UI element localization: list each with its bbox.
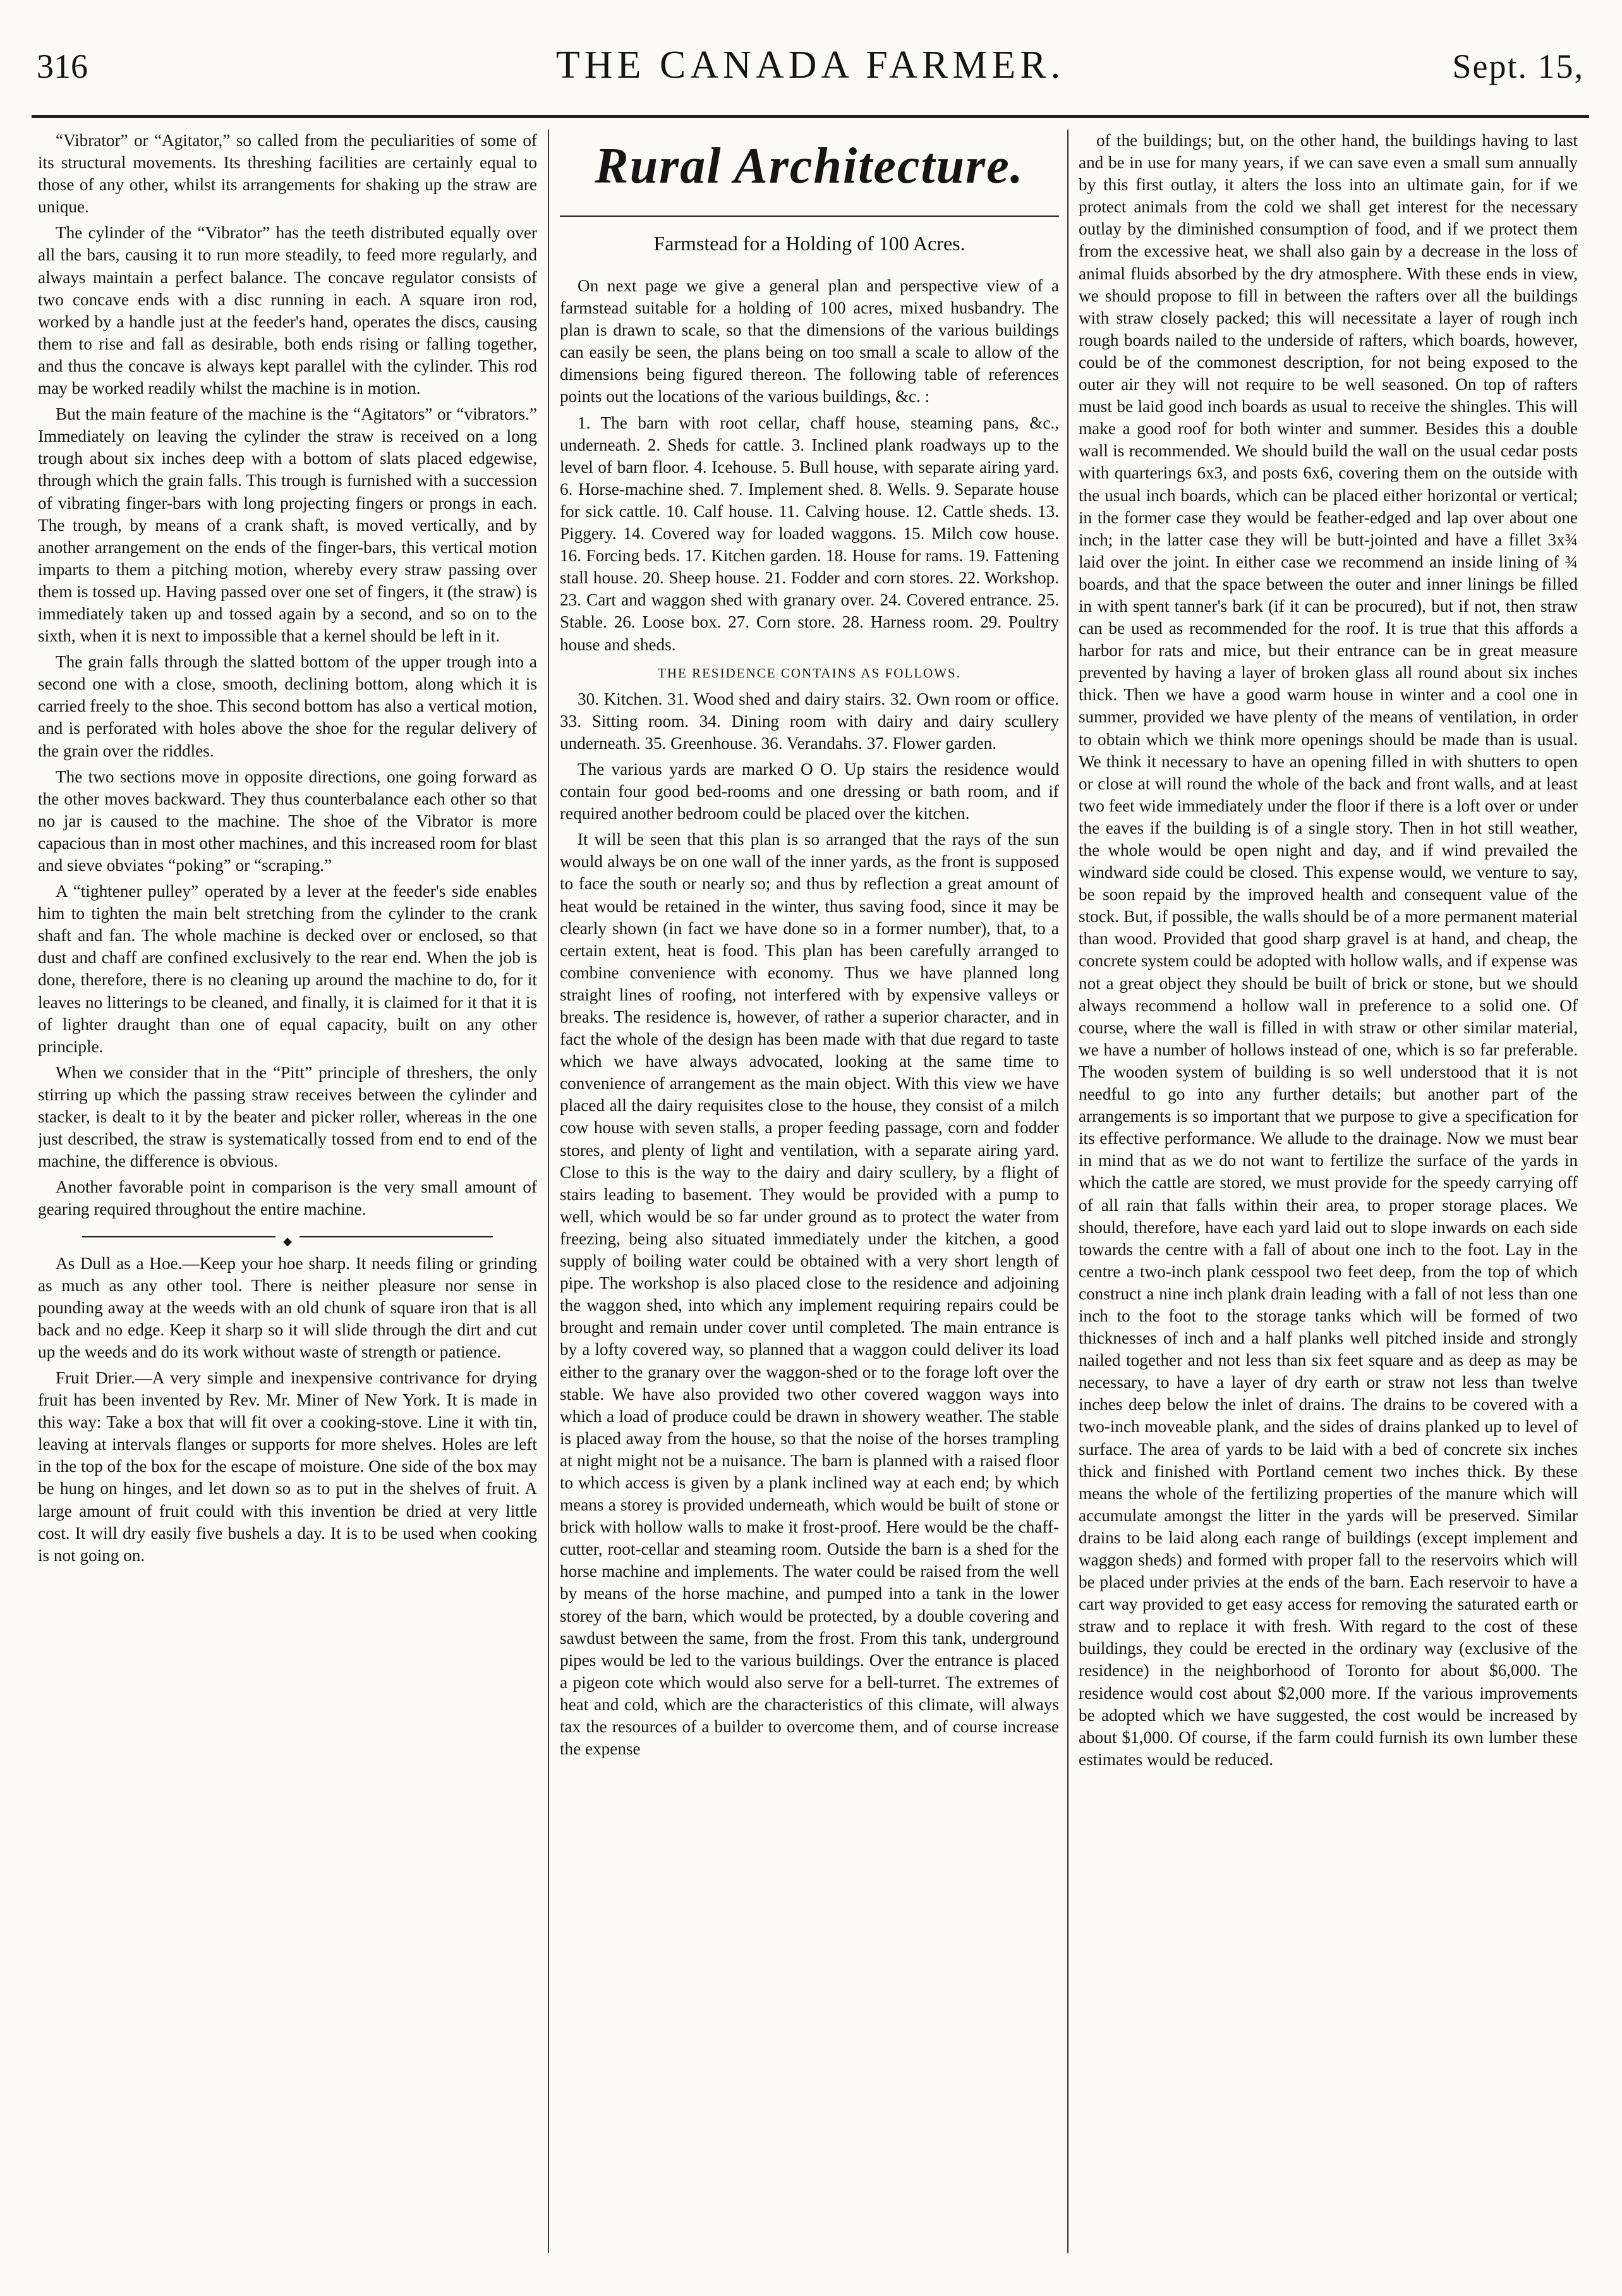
body-paragraph: On next page we give a general plan and perspective view of a farmstead suitable for a holding of 100 acres, mixed husbandry. The plan is drawn to scale, so that the dimensions of the various buildings can easily be seen, the plans being on too small a scale to allow of the dimensions being figured thereon. The following table of references points out the locations of the various buildings, &c. : — [560, 276, 1059, 406]
note-paragraph: Fruit Drier.—A very simple and inexpensive contrivance for drying fruit has been invented by Rev. Mr. Miner of New York. It is made in this way: Take a box that will fit over a cooking-stove. Line it with tin, leaving at intervals flanges or supports for more shelves. Holes are left in the top of the box for the escape of moisture. One side of the box may be hung on hinges, and let down so as to put in the shelves of fruit. A large amount of fruit could with this invention be dried at very little cost. It will dry easily five bushels a day. It is to be used when cooking is not going on. — [38, 1368, 537, 1565]
column-one — [38, 130, 537, 2253]
body-paragraph: When we consider that in the “Pitt” principle of threshers, the only stirring up which the passing straw receives between the cylinder and stacker, is dealt to it by the beater and picker roller, whereas in the one just described, the straw is systematically tossed from end to end of the machine, the difference is obvious. — [38, 1062, 537, 1171]
article-title: Farmstead for a Holding of 100 Acres. — [653, 232, 965, 255]
masthead — [32, 33, 1589, 118]
body-paragraph: The grain falls through the slatted bottom of the upper trough into a second one with a close, smooth, declining bottom, along which it is carried freely to the shoe. This second bottom has also a vertical motion, and is perforated with holes above the shoe for the regular delivery of the grain over the riddles. — [38, 652, 537, 760]
column-two — [560, 130, 1059, 2253]
body-paragraph: It will be seen that this plan is so arranged that the rays of the sun would always be on one wall of the inner yards, as the front is supposed to face the south or nearly so; and thus by reflection a great amount of heat would be retained in the winter, thus saving food, since it may be clearly shown (in fact we have done so in a former number), that, to a certain extent, heat is food. This plan has been carefully arranged to combine convenience with economy. Thus we have planned long straight lines of roofing, not interfered with by expensive valleys or breaks. The residence is, however, of rather a superior character, and in fact the whole of the design has been made with that due regard to taste which we have always advocated, looking at the same time to convenience of arrangement as the main object. With this view we have placed all the dairy requisites close to the house, they consist of a milch cow house with seven stalls, a proper feeding passage, corn and fodder stores, and plenty of light and ventilation, with a separate airing yard. Close to this is the way to the dairy and dairy scullery, by a flight of stairs leading to basement. They would be provided with a pump to well, which would be so far under ground as to protect the water from freezing, being also situated immediately under the kitchen, a good supply of boiling water could be obtained with a very short length of pipe. The workshop is also placed close to the residence and adjoining the waggon shed, into which any implement requiring repairs could be brought and remain under cover until completed. The main entrance is by a lofty covered way, so planned that a waggon could deliver its load either to the granary over the waggon-shed or to the forage loft over the stable. We have also provided two other covered waggon ways into which a load of produce could be drawn in showery weather. The stable is placed away from the house, so that the noise of the horses trampling at night might not be a nuisance. The barn is planned with a raised floor to which access is given by a plank inclined way at each end; by which means a storey is provided underneath, which would be built of stone or brick with hollow walls to make it frost-proof. Here would be the chaff-cutter, root-cellar and steaming room. Outside the barn is a shed for the horse machine and implements. The water could be raised from the well by means of the horse machine, and pumped into a tank in the lower storey of the barn, which would be protected, by a double covering and sawdust between the same, from the frost. From this tank, underground pipes would be led to the various buildings. Over the entrance is placed a pigeon cote which would also serve for a bell-turret. The extremes of heat and cold, which are the characteristics of this climate, will always tax the resources of a builder to overcome them, and of course increase the expense — [560, 830, 1059, 1759]
column-rule-left — [548, 130, 549, 2253]
body-paragraph: 30. Kitchen. 31. Wood shed and dairy stairs. 32. Own room or office. 33. Sitting room. 34. Dining room with dairy and dairy scullery underneath. 35. Greenhouse. 36. Verandahs. 37. Flower garden. — [560, 689, 1059, 753]
ornament-divider — [82, 1229, 493, 1248]
residence-subheading: THE RESIDENCE CONTAINS AS FOLLOWS. — [658, 665, 961, 681]
newspaper-title: THE CANADA FARMER. — [555, 44, 1065, 87]
body-paragraph: The two sections move in opposite directions, one going forward as the other moves backward. They thus counterbalance each other so that no jar is caused to the machine. The shoe of the Vibrator is more capacious than in most other machines, and this increased room for blast and sieve obviates “poking” or “scraping.” — [38, 767, 537, 875]
body-paragraph: of the buildings; but, on the other hand, the buildings having to last and be in use for many years, if we can save even a small sum annually by this first outlay, it alters the loss into an ultimate gain, for if we protect animals from the cold we shall get interest for the necessary outlay by the diminished consumption of food, and if we protect them from the excessive heat, we shall also gain by a decrease in the loss of animal fluids absorbed by the dry atmosphere. With these ends in view, we should propose to fill in between the rafters over all the buildings with straw closely packed; this will necessitate a layer of rough inch rough boards nailed to the underside of rafters, which boards, however, could be of the commonest description, for not being exposed to the outer air they will not require to be well seasoned. On top of rafters must be laid good inch boards as usual to receive the shingles. This will make a good roof for both winter and summer. Besides this a double wall is recommended. We should build the wall on the usual cedar posts with quarterings 6x3, and posts 6x6, covering them on the outside with the usual inch boards, which can be placed either horizontal or vertical; in the former case they would be feather-edged and lap over about one inch; in the latter case they will be butt-jointed and have a fillet 3x¾ laid over the joint. In either case we recommend an inside lining of ¾ boards, and that the space between the outer and inner linings be filled in with spent tanner's bark (if it can be procured), but if not, then straw can be used as recommended for the roof. It is true that this affords a harbor for rats and mice, but their entrance can be in great measure prevented by having a layer of broken glass all round about six inches thick. Then we have a good warm house in winter and a cool one in summer, provided we have plenty of the means of ventilation, in order to obtain which we think more openings should be made than is usual. We think it necessary to have an opening filled in with shutters to open or close at will round the whole of the back and front walls, and at least two feet wide immediately under the floor if there is a loft over or under the eaves if the building is of a single story. Then in hot still weather, the whole would be open night and day, and if wind prevailed the windward side could be closed. This expense would, we venture to say, be soon repaid by the improved health and consequent value of the stock. But, if possible, the walls should be of a more permanent material than wood. Provided that good sharp gravel is at hand, and cheap, the concrete system could be adopted with hollow walls, and if expense was not a great object they should be built of brick or stone, but we should always recommend a hollow wall in preference to a solid one. Of course, where the wall is filled in with straw or other similar material, we have a number of hollows instead of one, which is so far preferable. The wooden system of building is so well understood that it is not needful to go into any further details; but another part of the arrangements is so important that we purpose to give a specification for its effective performance. We allude to the drainage. Now we must bear in mind that as we do not want to fertilize the surface of the yards in which the cattle are stored, we must provide for the speedy carrying off of all rain that falls within their area, to proper storage places. We should, therefore, have each yard laid out to slope inwards on each side towards the centre with a fall of about one inch to the foot. Lay in the centre a two-inch plank cesspool two feet deep, from the top of which construct a nine inch plank drain leading with a fall of not less than one inch to the foot to the storage tanks which will be formed of two thicknesses of inch and a half planks well pitched inside and strongly nailed together and not less than six feet square and as deep as may be necessary, to have a layer of dry earth or straw not less than twelve inches deep below the inlet of drains. The drains to be covered with a two-inch moveable plank, and the sides of drains planked up to level of surface. The area of yards to be laid with a bed of concrete six inches thick and finished with Portland cement two inches thick. By these means the whole of the fertilizing properties of the manure which will accumulate amongst the litter in the yards will be preserved. Similar drains to be laid along each range of buildings (except implement and waggon sheds) and formed with proper fall to the reservoirs which will be placed under privies at the ends of the barn. Each reservoir to have a cart way provided to get easy access for removing the saturated earth or straw and to replace it with fresh. With regard to the cost of these buildings, they could be erected in the ordinary way (exclusive of the residence) in the neighborhood of Toronto for about $6,000. The residence would cost about $2,000 more. If the various improvements be adopted which we have suggested, the cost would be increased by about $1,000. Of course, if the farm could furnish its own lumber these estimates would be reduced. — [1079, 131, 1578, 1769]
column-three — [1079, 130, 1578, 2253]
body-paragraph: The cylinder of the “Vibrator” has the teeth distributed equally over all the bars, causing it to run more steadily, to feed more regularly, and always maintain a perfect balance. The concave regulator consists of two concave ends with a disc running in each. A square iron rod, worked by a handle just at the feeder's hand, operates the discs, causing them to rise and fall as desirable, both ends rising or falling together, and thus the concave is always kept parallel with the cylinder. This rod may be worked readily whilst the machine is in motion. — [38, 223, 537, 398]
section-divider — [560, 216, 1059, 217]
section-heading: Rural Architecture. — [595, 138, 1024, 194]
body-paragraph: Another favorable point in comparison is the very small amount of gearing required throughout the entire machine. — [38, 1177, 537, 1219]
body-paragraph: A “tightener pulley” operated by a lever at the feeder's side enables him to tighten the main belt stretching from the cylinder to the crank shaft and fan. The whole machine is decked over or enclosed, so that dust and chaff are confined exclusively to the rear end. When the job is done, therefore, there is no cleaning up around the machine to do, for it leaves no litterings to be cleaned, and finally, it is claimed for it that it is of lighter draught than one of equal capacity, built on any other principle. — [38, 882, 537, 1056]
page-number: 316 — [37, 47, 88, 85]
body-paragraph: But the main feature of the machine is the “Agitators” or “vibrators.” Immediately on leaving the cylinder the straw is received on a long trough about six inches deep with a bottom of slats placed edgewise, through which the grain falls. This trough is furnished with a succession of vibrating finger-bars with long projecting fingers or prongs in each. The trough, by means of a crank shaft, is moved vertically, and by another arrangement on the ends of the finger-bars, this vertical motion imparts to them a pitching motion, whereby every straw passing over them is tossed up. Having passed over one set of fingers, it (the straw) is immediately taken up and tossed again by a second, and so on to the sixth, when it is next to impossible that a kernel should be left in it. — [38, 404, 537, 646]
column-rule-right — [1067, 130, 1068, 2253]
note-paragraph: As Dull as a Hoe.—Keep your hoe sharp. It needs filing or grinding as much as any other tool. There is neither pleasure nor sense in pounding away at the weeds with an old chunk of square iron that is all back and no edge. Keep it sharp so it will slide through the dirt and cut up the weeds and do its work without waste of strength or patience. — [38, 1253, 537, 1361]
diamond-ornament: ◆ — [275, 1230, 300, 1253]
body-paragraph: The various yards are marked O O. Up stairs the residence would contain four good bed-rooms and one dressing or bath room, and if required another bedroom could be placed over the kitchen. — [560, 759, 1059, 823]
issue-date: Sept. 15, — [1452, 47, 1584, 85]
body-paragraph: “Vibrator” or “Agitator,” so called from the peculiarities of some of its structural movements. Its threshing facilities are certainly equal to those of any other, whilst its arrangements for shaking up the straw are unique. — [38, 131, 537, 217]
references-paragraph: 1. The barn with root cellar, chaff house, steaming pans, &c., underneath. 2. Sheds for cattle. 3. Inclined plank roadways up to the level of barn floor. 4. Icehouse. 5. Bull house, with separate airing yard. 6. Horse-machine shed. 7. Implement shed. 8. Wells. 9. Separate house for sick cattle. 10. Calf house. 11. Calving house. 12. Cattle sheds. 13. Piggery. 14. Covered way for loaded waggons. 15. Milch cow house. 16. Forcing beds. 17. Kitchen garden. 18. House for rams. 19. Fattening stall house. 20. Sheep house. 21. Fodder and corn stores. 22. Workshop. 23. Cart and waggon shed with granary over. 24. Covered entrance. 25. Stable. 26. Loose box. 27. Corn store. 28. Harness room. 29. Poultry house and sheds. — [560, 413, 1059, 654]
